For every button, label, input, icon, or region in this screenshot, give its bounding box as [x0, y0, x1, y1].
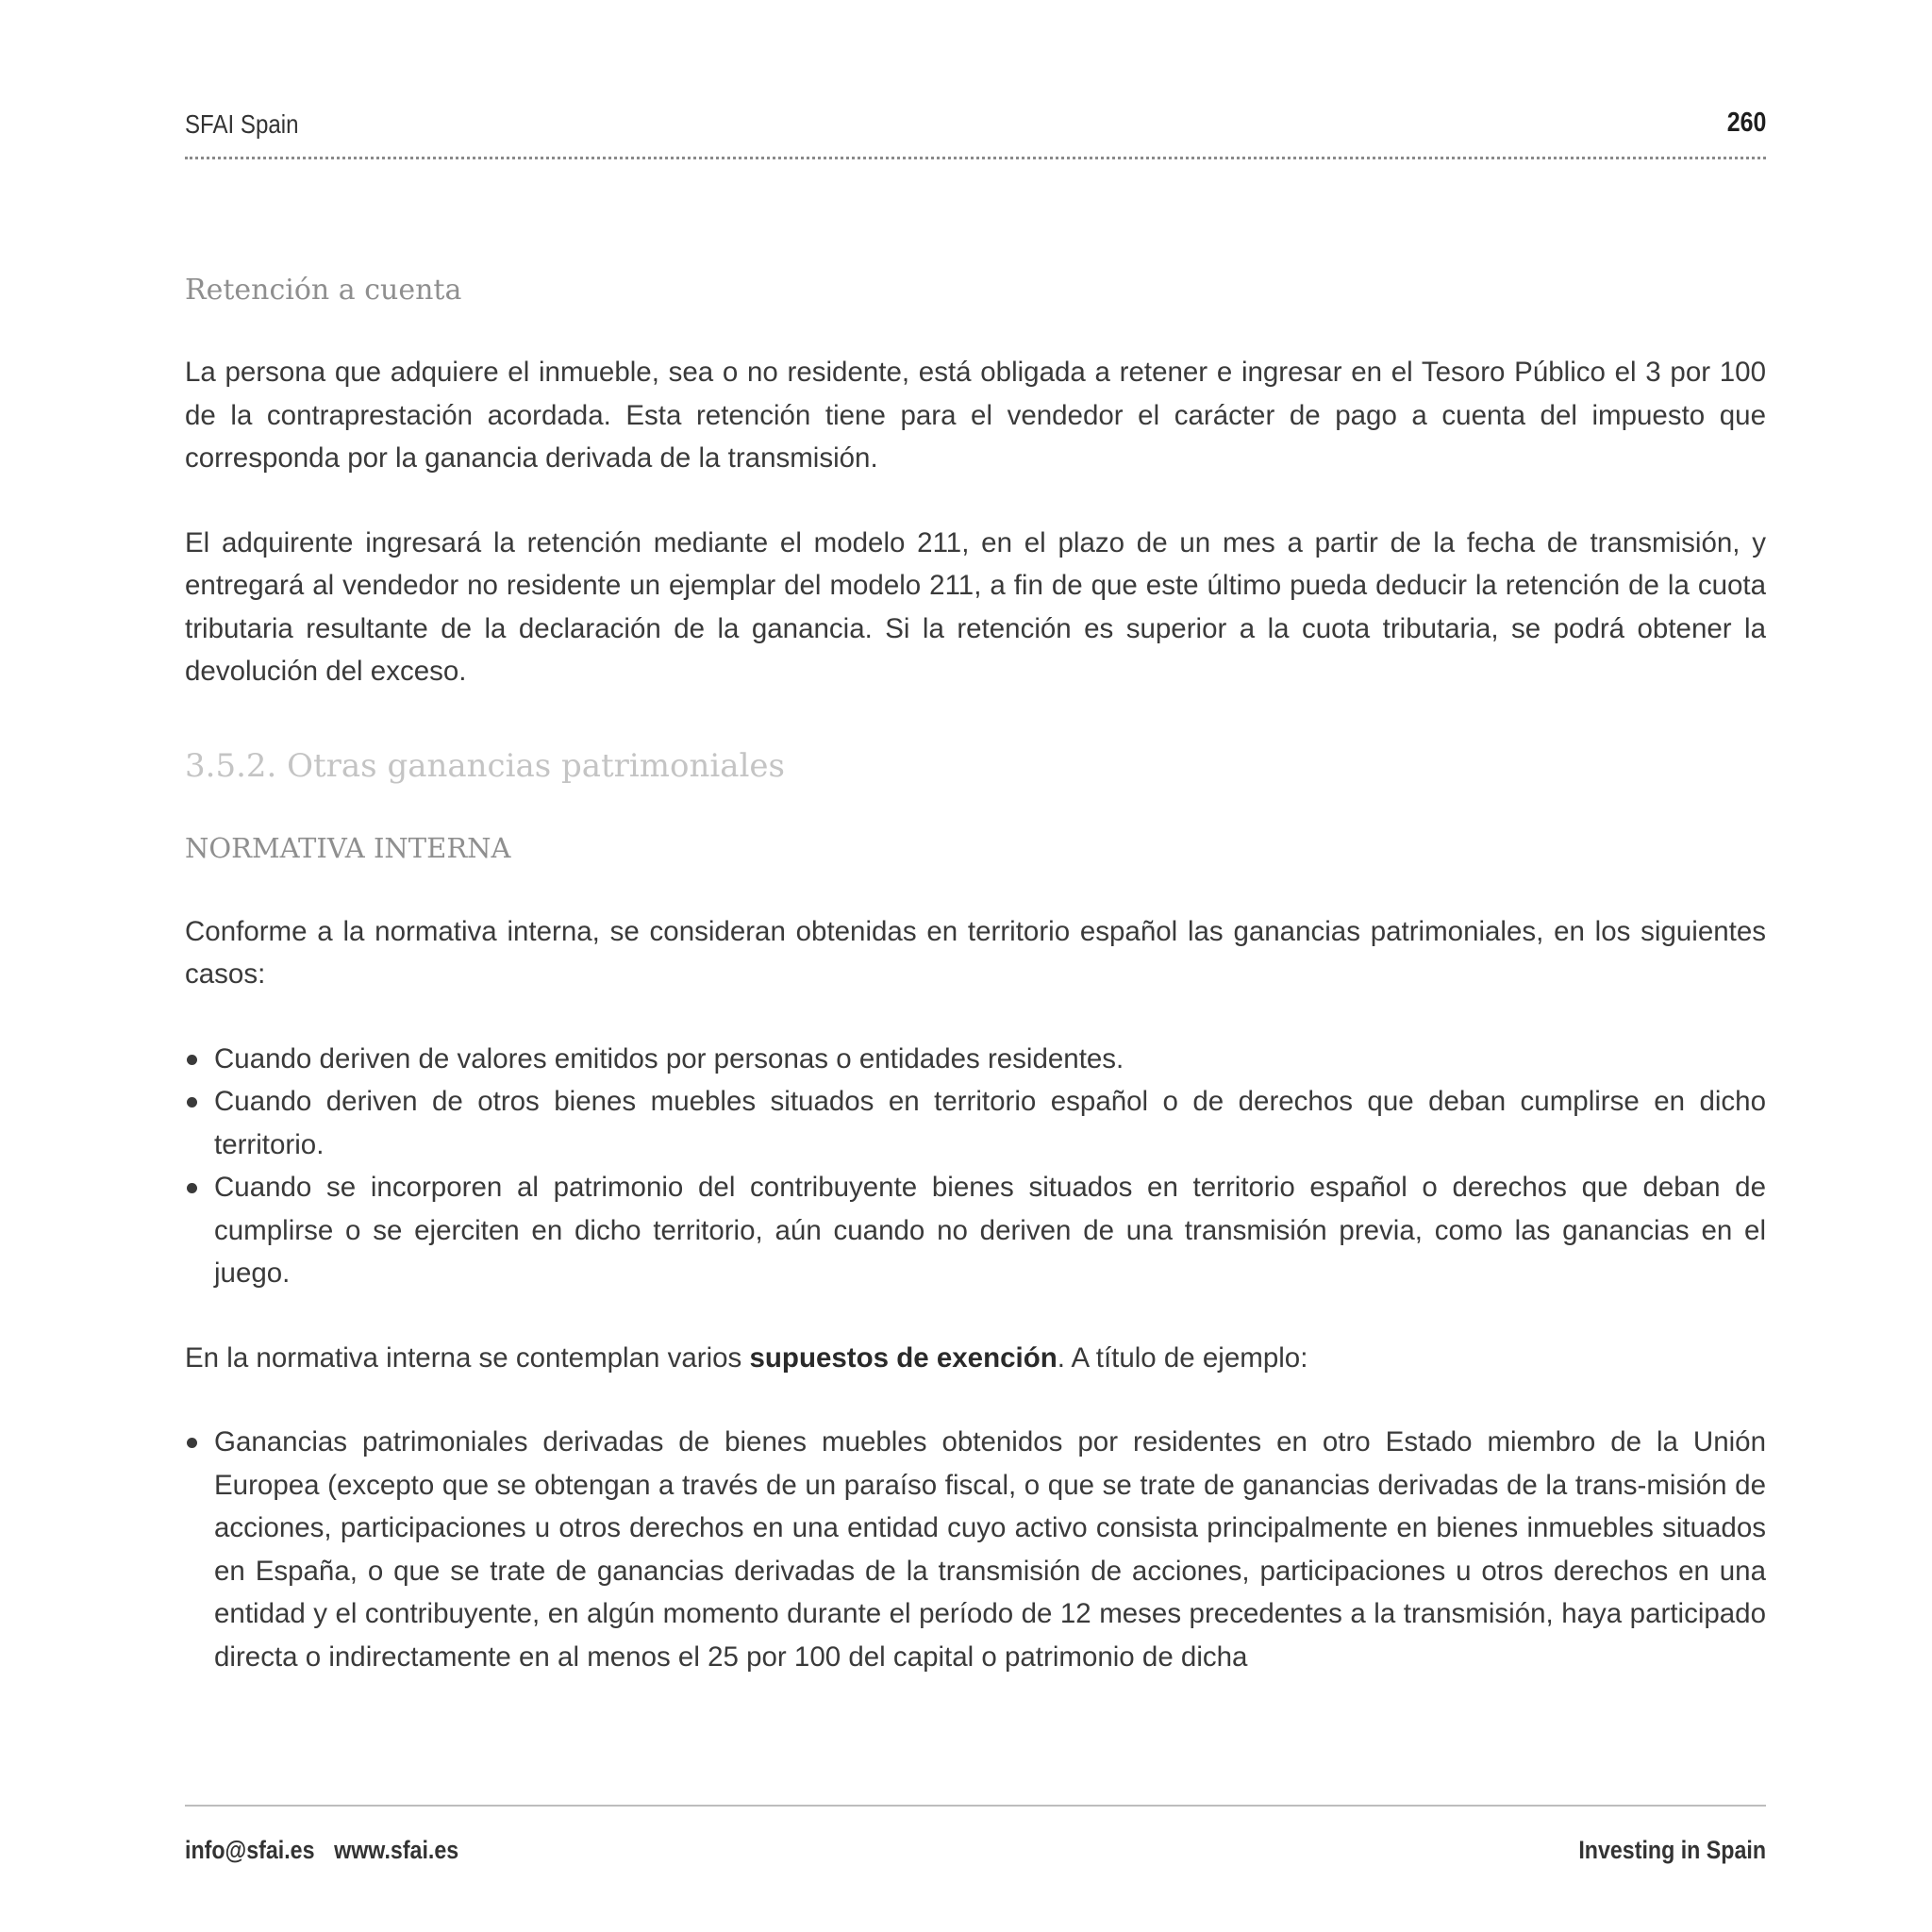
document-page [185, 0, 1766, 1932]
exemptions-intro-paragraph [185, 1337, 1766, 1380]
list-item [185, 1421, 1766, 1678]
exemptions-intro-bold: supuestos de exención [749, 1341, 1058, 1374]
footer-contact [185, 1836, 458, 1865]
bullet-icon [187, 1055, 197, 1065]
retencion-paragraph-2: El adquirente ingresará la retención mediante el modelo 211, en el plazo de un mes a partir de la fecha de transmisión, y entregará al vendedor no residente un ejemplar del modelo 211, a fin de que este último pueda deducir la retención de la cuota tributaria resultante de la declaración de la ganancia. Si la retención es superior a la cuota tributaria, se podrá obtener la devolución del exceso. [185, 526, 1766, 687]
list-item [185, 1166, 1766, 1295]
bullet-icon [187, 1438, 197, 1448]
exemptions-list [185, 1421, 1766, 1678]
page-number: 260 [1726, 108, 1766, 138]
bullet-icon [187, 1097, 197, 1108]
list-item-text: Cuando deriven de valores emitidos por personas o entidades residentes. [214, 1042, 1124, 1074]
page-footer [185, 1836, 1766, 1874]
list-item-text: Cuando deriven de otros bienes muebles situados en territorio español o de derechos que deban cumplirse en dicho territorio. [214, 1086, 1766, 1160]
page-header [185, 106, 1766, 151]
list-item [185, 1080, 1766, 1166]
list-item [185, 1038, 1766, 1081]
header-dotted-divider [185, 157, 1766, 159]
exemptions-intro-text: En la normativa interna se contemplan varios [185, 1341, 750, 1374]
footer-website-link[interactable]: www.sfai.es [334, 1836, 459, 1864]
section-subheading: NORMATIVA INTERNA [185, 831, 511, 864]
retencion-heading: Retención a cuenta [185, 274, 462, 307]
retencion-paragraph-1: La persona que adquiere el inmueble, sea o no residente, está obligada a retener e ingresar en el Tesoro Público el 3 por 100 de la contraprestación acordada. Esta retención tiene para el vendedor el carácter de pago a cuenta del impuesto que corresponda por la ganancia derivada de la transmisión. [185, 357, 1766, 474]
header-brand: SFAI Spain [185, 109, 299, 139]
footer-divider [185, 1805, 1766, 1807]
footer-email-link[interactable]: info@sfai.es [185, 1836, 315, 1864]
list-item-text: Cuando se incorporen al patrimonio del contribuyente bienes situados en territorio español o derechos que deban de cumplirse o se ejerciten en dicho territorio, aún cuando no deriven de una transmisión previa, como las ganancias en el juego. [214, 1172, 1766, 1289]
section-title: 3.5.2. Otras ganancias patrimoniales [185, 746, 786, 785]
section-intro-paragraph: Conforme a la normativa interna, se consideran obtenidas en territorio español las ganancias patrimoniales, en los siguientes casos: [185, 915, 1766, 990]
cases-list [185, 1038, 1766, 1295]
page-content [185, 270, 1766, 1720]
bullet-icon [187, 1183, 197, 1193]
list-item-text: Ganancias patrimoniales derivadas de bienes muebles obtenidos por residentes en otro Estado miembro de la Unión Europea (excepto que se obtengan a través de un paraíso fiscal, o que se trate de ganancias derivadas de la trans-misión de acciones, participaciones u otros derechos en una entidad cuyo activo consista principalmente en bienes inmuebles situados en España, o que se trate de ganancias derivadas de la transmisión de acciones, participaciones u otros derechos en una entidad y el contribuyente, en algún momento durante el período de 12 meses precedentes a la transmisión, haya participado directa o indirectamente en al menos el 25 por 100 del capital o patrimonio de dicha [214, 1426, 1766, 1673]
exemptions-intro-tail: . A título de ejemplo: [1057, 1341, 1308, 1374]
footer-tagline: Investing in Spain [1578, 1836, 1766, 1864]
